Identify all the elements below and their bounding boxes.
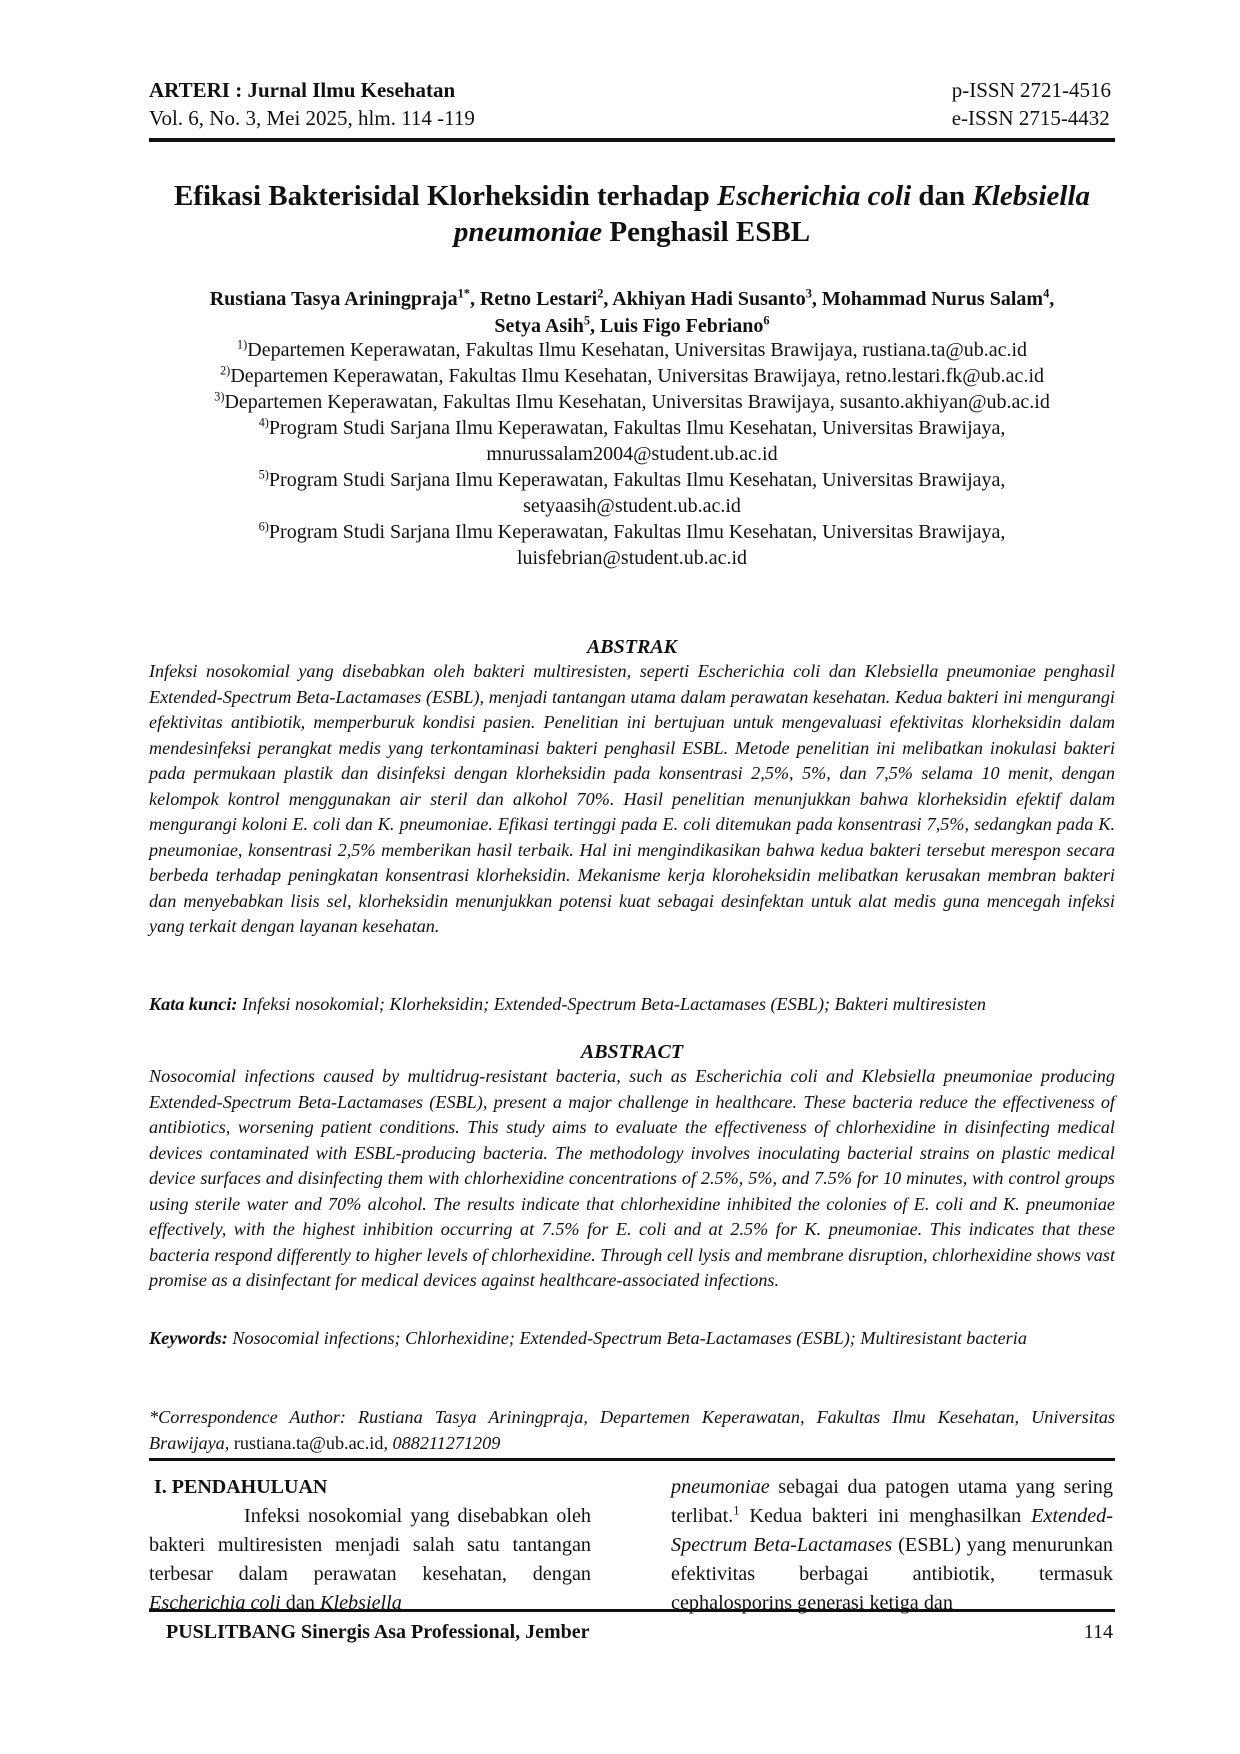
abstrak-body: Infeksi nosokomial yang disebabkan oleh bakteri multiresisten, seperti Escherichia coli dan Klebsiella pneumoniae penghasil Extended-Spectrum Beta-Lactamases (ESBL), menjadi tantangan utama dalam perawatan kesehatan. Kedua bakteri ini mengurangi efektivitas antibiotik, memperburuk kondisi pasien. Penelitian ini bertujuan untuk mengevaluasi efektivitas klorheksidin dalam mendesinfeksi perangkat medis yang terkontaminasi bakteri penghasil ESBL. Metode penelitian ini melibatkan inokulasi bakteri pada permukaan plastik dan disinfeksi dengan klorheksidin pada konsentrasi 2,5%, 5%, dan 7,5% selama 10 menit, dengan kelompok kontrol menggunakan air steril dan alkohol 70%. Hasil penelitian menunjukkan bahwa klorheksidin efektif dalam mengurangi koloni E. coli dan K. pneumoniae. Efikasi tertinggi pada E. coli ditemukan pada konsentrasi 7,5%, sedangkan pada K. pneumoniae, konsentrasi 2,5% memberikan hasil terbaik. Hal ini mengindikasikan bahwa kedua bakteri tersebut merespon secara berbeda terhadap peningkatan konsentrasi klorheksidin. Mekanisme kerja kloroheksidin melibatkan kerusakan membran bakteri dan menyebabkan lisis sel, klorheksidin menunjukkan potensi kuat sebagai desinfektan untuk alat medis guna mencegah infeksi yang terkait dengan layanan kesehatan. [149,661,1115,936]
intro-paragraph-continued: pneumoniae sebagai dua patogen utama yang sering terlibat.$^1$ Kedua bakteri ini menghasilkan Extended-Spectrum Beta-Lactamases (ESBL) yang menurunkan efektivitas berbagai antibiotik, termasuk cephalosporins generasi ketiga dan [671,1476,1113,1614]
intro-paragraph: Infeksi nosokomial yang disebabkan oleh bakteri multiresisten menjadi salah satu tantangan terbesar dalam perawatan kesehatan, dengan Escherichia coli dan Klebsiella [149,1505,591,1614]
title-species-2a: Klebsiella [972,180,1091,212]
affiliation: $^{3)}$Departemen Keperawatan, Fakultas Ilmu Kesehatan, Universitas Brawijaya, susanto.akhiyan@ub.ac.id [214,389,1050,413]
paper-title [149,178,1115,250]
author: Luis Figo Febriano$^6$ [600,313,770,337]
affiliation-list [149,337,1115,571]
journal-title: ARTERI : Jurnal Ilmu Kesehatan [149,78,456,102]
keywords-text: Infeksi nosokomial; Klorheksidin; Extended-Spectrum Beta-Lactamases (ESBL); Bakteri multiresisten [237,994,987,1014]
keywords-label: Keywords: [149,1328,228,1348]
e-issn: e-ISSN 2715-4432 [951,106,1110,130]
affiliation: $^{1)}$Departemen Keperawatan, Fakultas Ilmu Kesehatan, Universitas Brawijaya, rustiana.ta@ub.ac.id [236,337,1028,361]
journal-info [149,76,475,132]
title-text-2: dan [911,180,973,212]
section-heading: I. PENDAHULUAN [154,1476,328,1498]
title-species-2b: pneumoniae [453,216,603,248]
abstract-keywords [149,1326,1115,1352]
abstract-body: Nosocomial infections caused by multidrug-resistant bacteria, such as Escherichia coli and Klebsiella pneumoniae producing Extended-Spectrum Beta-Lactamases (ESBL), present a major challenge in healthcare. These bacteria reduce the effectiveness of antibiotics, worsening patient conditions. This study aims to evaluate the effectiveness of chlorhexidine in disinfecting medical devices contaminated with ESBL-producing bacteria. The methodology involves inoculating bacterial strains on plastic medical device surfaces and disinfecting them with chlorhexidine concentrations of 2.5%, 5%, and 7.5% for 10 minutes, with control groups using sterile water and 70% alcohol. The results indicate that chlorhexidine inhibited the colonies of E. coli and K. pneumoniae effectively, with the highest inhibition occurring at 7.5% for E. coli and at 2.5% for K. pneumoniae. This indicates that these bacteria respond differently to higher levels of chlorhexidine. Through cell lysis and membrane disruption, chlorhexidine shows vast promise as a disinfectant for medical devices against healthcare-associated infections. [149,1066,1115,1290]
correspondence-phone: , 088211271209 [383,1432,501,1453]
author: Akhiyan Hadi Susanto$^3$ [612,286,812,310]
author: Retno Lestari$^2$ [479,286,604,310]
affiliation: $^{6)}$Program Studi Sarjana Ilmu Keperawatan, Fakultas Ilmu Kesehatan, Universitas Brawijaya, luisfebrian@student.ub.ac.id [258,519,1006,569]
footer-rule [149,1609,1115,1612]
journal-volume: Vol. 6, No. 3, Mei 2025, hlm. 114 -119 [149,106,475,130]
correspondence-note [149,1405,1115,1456]
correspondence-email: rustiana.ta@ub.ac.id [233,1432,384,1453]
abstract-heading: ABSTRACT [580,1041,684,1063]
author: Setya Asih$^5$ [494,313,591,337]
header-rule [149,138,1115,142]
author-list: Rustiana Tasya Ariningpraja$^{1*}$, Retno Lestari$^2$, Akhiyan Hadi Susanto$^3$, Mohammad Nurus Salam$^4$, Setya Asih$^5$, Luis Figo Febriano$^6$ [209,286,1055,337]
section-rule [149,1458,1115,1461]
publisher: PUSLITBANG Sinergis Asa Professional, Jember [166,1621,590,1643]
affiliation: $^{2)}$Departemen Keperawatan, Fakultas Ilmu Kesehatan, Universitas Brawijaya, retno.lestari.fk@ub.ac.id [219,363,1044,387]
author: Rustiana Tasya Ariningpraja$^{1*}$ [209,286,470,310]
abstrak-keywords [149,992,1115,1018]
p-issn: p-ISSN 2721-4516 [951,78,1111,102]
keywords-label: Kata kunci: [149,994,238,1014]
keywords-text: Nosocomial infections; Chlorhexidine; Extended-Spectrum Beta-Lactamases (ESBL); Multiresistant bacteria [227,1328,1027,1348]
issn-info [952,76,1111,132]
title-text-3: Penghasil ESBL [602,216,811,248]
correspondence-text: *Correspondence Author: Rustiana Tasya Ariningpraja, Departemen Keperawatan, Fakultas Ilmu Kesehatan, Universitas Brawijaya, [149,1407,1115,1453]
title-text-1: Efikasi Bakterisidal Klorheksidin terhadap [173,180,718,212]
body-column-left [149,1473,591,1618]
affiliation: $^{4)}$Program Studi Sarjana Ilmu Keperawatan, Fakultas Ilmu Kesehatan, Universitas Brawijaya, mnurussalam2004@student.ub.ac.id [258,415,1006,465]
body-column-right [671,1473,1113,1618]
affiliation: $^{5)}$Program Studi Sarjana Ilmu Keperawatan, Fakultas Ilmu Kesehatan, Universitas Brawijaya, setyaasih@student.ub.ac.id [258,467,1006,517]
abstrak-heading: ABSTRAK [586,636,678,658]
title-species-1: Escherichia coli [717,180,912,212]
page-number: 114 [1083,1621,1113,1643]
author: Mohammad Nurus Salam$^4$ [821,286,1050,310]
